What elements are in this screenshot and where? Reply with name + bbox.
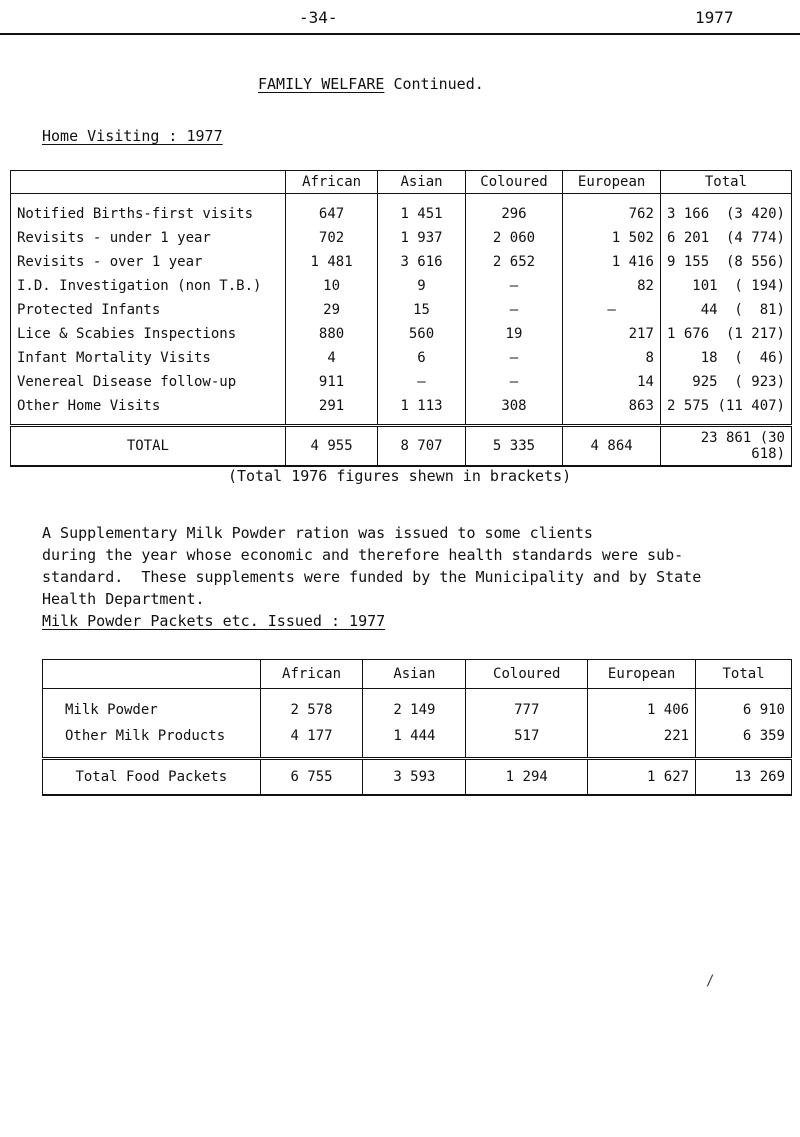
table-row xyxy=(11,274,792,298)
column-header: Asian xyxy=(378,171,465,194)
total-coloured: 1 294 xyxy=(466,759,588,796)
row-label: I.D. Investigation (non T.B.) xyxy=(11,274,286,298)
total-row xyxy=(11,426,792,467)
cell-european: 1 502 xyxy=(563,226,661,250)
table-row xyxy=(11,370,792,394)
cell-asian: 1 937 xyxy=(378,226,465,250)
column-header xyxy=(11,171,286,194)
table-header-row xyxy=(43,660,792,689)
cell-asian: 1 444 xyxy=(363,723,466,759)
section-title-main: FAMILY WELFARE xyxy=(258,75,385,93)
cell-total: 18 ( 46) xyxy=(660,346,791,370)
table-row xyxy=(11,194,792,227)
cell-total: 6 201 (4 774) xyxy=(660,226,791,250)
cell-european: – xyxy=(563,298,661,322)
cell-coloured: 19 xyxy=(465,322,563,346)
cell-coloured: 2 652 xyxy=(465,250,563,274)
cell-european: 82 xyxy=(563,274,661,298)
column-header: Total xyxy=(696,660,792,689)
header-year: 1977 xyxy=(695,8,734,27)
column-header: African xyxy=(285,171,378,194)
cell-african: 4 xyxy=(285,346,378,370)
total-total: 13 269 xyxy=(696,759,792,796)
cell-total: 1 676 (1 217) xyxy=(660,322,791,346)
column-header: European xyxy=(563,171,661,194)
cell-african: 291 xyxy=(285,394,378,426)
total-coloured: 5 335 xyxy=(465,426,563,467)
column-header: Total xyxy=(660,171,791,194)
milk-powder-heading: Milk Powder Packets etc. Issued : 1977 xyxy=(42,612,386,630)
row-label: Lice & Scabies Inspections xyxy=(11,322,286,346)
row-label: Milk Powder xyxy=(43,689,261,724)
page-number: -34- xyxy=(299,8,338,27)
total-total: 23 861 (30 618) xyxy=(660,426,791,467)
cell-total: 3 166 (3 420) xyxy=(660,194,791,227)
table-row xyxy=(11,298,792,322)
total-asian: 8 707 xyxy=(378,426,465,467)
cell-african: 10 xyxy=(285,274,378,298)
cell-total: 2 575 (11 407) xyxy=(660,394,791,426)
cell-african: 29 xyxy=(285,298,378,322)
cell-asian: 6 xyxy=(378,346,465,370)
cell-european: 14 xyxy=(563,370,661,394)
total-label: Total Food Packets xyxy=(43,759,261,796)
table-row xyxy=(43,723,792,759)
row-label: Notified Births-first visits xyxy=(11,194,286,227)
cell-total: 6 359 xyxy=(696,723,792,759)
cell-european: 221 xyxy=(588,723,696,759)
cell-african: 647 xyxy=(285,194,378,227)
table-row xyxy=(11,346,792,370)
row-label: Protected Infants xyxy=(11,298,286,322)
cell-african: 880 xyxy=(285,322,378,346)
cell-total: 9 155 (8 556) xyxy=(660,250,791,274)
cell-coloured: 777 xyxy=(466,689,588,724)
cell-asian: 9 xyxy=(378,274,465,298)
column-header: African xyxy=(260,660,363,689)
total-african: 4 955 xyxy=(285,426,378,467)
cell-asian: 1 113 xyxy=(378,394,465,426)
cell-asian: – xyxy=(378,370,465,394)
table-row xyxy=(11,394,792,426)
cell-asian: 3 616 xyxy=(378,250,465,274)
cell-european: 762 xyxy=(563,194,661,227)
cell-total: 6 910 xyxy=(696,689,792,724)
total-european: 1 627 xyxy=(588,759,696,796)
cell-asian: 2 149 xyxy=(363,689,466,724)
header-rule xyxy=(0,33,800,35)
home-visiting-table xyxy=(10,170,792,467)
section-title xyxy=(258,75,484,93)
cell-african: 2 578 xyxy=(260,689,363,724)
cell-european: 1 406 xyxy=(588,689,696,724)
cell-african: 4 177 xyxy=(260,723,363,759)
cell-asian: 1 451 xyxy=(378,194,465,227)
cell-coloured: 308 xyxy=(465,394,563,426)
cell-african: 702 xyxy=(285,226,378,250)
cell-coloured: 296 xyxy=(465,194,563,227)
cell-african: 1 481 xyxy=(285,250,378,274)
cell-total: 44 ( 81) xyxy=(660,298,791,322)
brackets-note: (Total 1976 figures shewn in brackets) xyxy=(228,467,572,485)
row-label: Revisits - under 1 year xyxy=(11,226,286,250)
column-header: European xyxy=(588,660,696,689)
row-label: Revisits - over 1 year xyxy=(11,250,286,274)
cell-asian: 560 xyxy=(378,322,465,346)
cell-european: 8 xyxy=(563,346,661,370)
total-european: 4 864 xyxy=(563,426,661,467)
row-label: Venereal Disease follow-up xyxy=(11,370,286,394)
row-label: Infant Mortality Visits xyxy=(11,346,286,370)
row-label: Other Milk Products xyxy=(43,723,261,759)
table-row xyxy=(11,322,792,346)
cell-european: 863 xyxy=(563,394,661,426)
cell-european: 217 xyxy=(563,322,661,346)
cell-asian: 15 xyxy=(378,298,465,322)
cell-total: 925 ( 923) xyxy=(660,370,791,394)
table-header-row xyxy=(11,171,792,194)
cell-coloured: – xyxy=(465,274,563,298)
total-row xyxy=(43,759,792,796)
section-title-suffix: Continued. xyxy=(384,75,484,93)
column-header: Coloured xyxy=(466,660,588,689)
cell-total: 101 ( 194) xyxy=(660,274,791,298)
total-african: 6 755 xyxy=(260,759,363,796)
cell-coloured: – xyxy=(465,370,563,394)
stray-pen-mark: / xyxy=(706,973,715,989)
table-row xyxy=(43,689,792,724)
supplementary-paragraph: A Supplementary Milk Powder ration was issued to some clients during the year whose economic and therefore health standards were sub- standard. These supplements were funded by the Municipality and by State Health Department. xyxy=(42,524,702,608)
column-header xyxy=(43,660,261,689)
total-asian: 3 593 xyxy=(363,759,466,796)
cell-european: 1 416 xyxy=(563,250,661,274)
table-row xyxy=(11,250,792,274)
cell-coloured: 2 060 xyxy=(465,226,563,250)
cell-coloured: – xyxy=(465,346,563,370)
cell-african: 911 xyxy=(285,370,378,394)
milk-powder-table xyxy=(42,659,792,796)
column-header: Coloured xyxy=(465,171,563,194)
cell-coloured: 517 xyxy=(466,723,588,759)
row-label: Other Home Visits xyxy=(11,394,286,426)
table-row xyxy=(11,226,792,250)
cell-coloured: – xyxy=(465,298,563,322)
column-header: Asian xyxy=(363,660,466,689)
home-visiting-heading: Home Visiting : 1977 xyxy=(42,127,223,145)
total-label: TOTAL xyxy=(11,426,286,467)
